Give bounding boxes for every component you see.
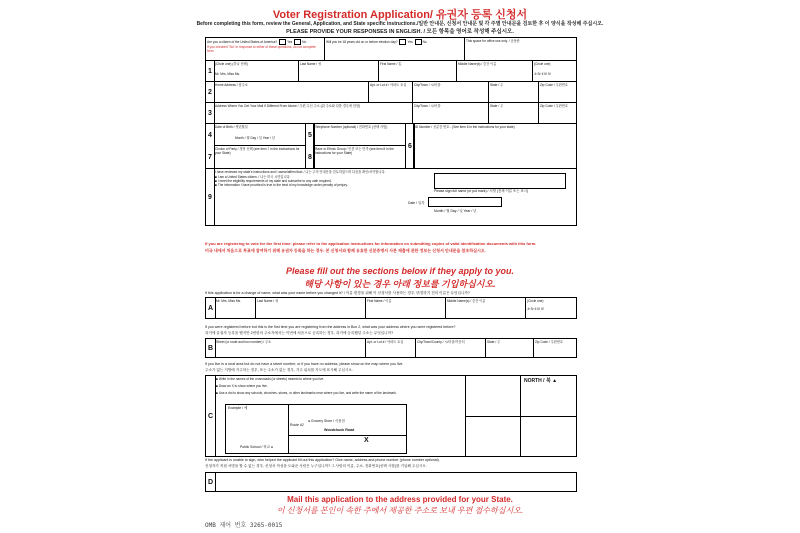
oath-text: I have reviewed my state's instructions and I swear/affirm that: / 나는 주의 안내문을 검토하였으며 다음을 확인/서약합니다. ■ I am a United States citizen. / 나는 미국 시민입니다. ■ I meet the eligibility requirements of my state and subscribe to any oath required. ■ The information I have provided is true to the best of my knowledge under penalty of perjury.	[215, 170, 386, 187]
signature-box[interactable]	[434, 173, 566, 189]
omb-number: OMB 제어 번호 3265-0015	[205, 522, 283, 529]
map-drawing-area[interactable]	[465, 376, 576, 456]
middle-name-field[interactable]: Middle Name(s) / 중간 이름	[456, 61, 532, 81]
residence-x: X	[364, 437, 369, 444]
first-name-field[interactable]: First Name / 名	[378, 61, 456, 81]
north-arrow-icon: ▲	[552, 378, 558, 384]
mail-state-field[interactable]: State / 주	[488, 103, 538, 123]
prev-suffix-select[interactable]: (Circle one) Jr Sr II III IV	[525, 298, 576, 318]
city-field[interactable]: City/Town / 시/마을	[412, 82, 488, 102]
school-landmark: Public School / 학교 ●	[240, 445, 273, 449]
example-map: Example / 예 Route #2 Woodchuck Road ● Grocery Store / 식품점 Public School / 학교 ● X	[225, 404, 407, 454]
section-b-intro-ko: 과거에 유권자 등록을 했지만 2번항의 주소지에서는 이번에 처음으로 등록하는 경우, 과거에 등록했던 주소는 무엇입니까?	[205, 331, 394, 335]
box-4-8: 4 7 Date of Birth / 생년월일 Month / 월 Day / 일 Year / 년 Choice of Party / 정당 선택 (see item 7 in the instructions for your State) 5 8 Telephone Number (optional) / 전화번호 (선택 사항) Race or Ethnic Group / 인종 또는 민족 (see item 8 in the instructions for your State) 6 ID Number / 신분증 번호 - (See item 6 in the instructions for your state)	[206, 124, 576, 169]
english-notice: PLEASE PROVIDE YOUR RESPONSES IN ENGLISH. / 모든 항목을 영어로 작성해 주십시오.	[286, 29, 514, 35]
prev-first-name-field[interactable]: First Name / 이름	[365, 298, 445, 318]
signature-area: Please sign full name (or put mark) / 서명 (전체 이름 또는 표시) Date / 일자 Month / 월 Day / 일 Year / 년	[404, 169, 576, 225]
section-d-intro: If the applicant is unable to sign, who helped the applicant fill out this application? Give name, address and phone number (phone number optional).	[205, 458, 440, 462]
map-instructions: ■ Write in the names of the crossroads (or streets) nearest to where you live. ■ Draw an X to show where you live. ■ Use a dot to show any schools, churches, stores, or other landmarks near where you live, and write the name of the landmark. Example / 예 Route #2 Woodchuck Road ● Grocery Store / 식품점 Public School / 학교 ● X	[215, 376, 465, 456]
citizen-question: Are you a citizen of the United States of America? Yes No If you checked "No" in response to either of these questions, do not complete form.	[206, 38, 324, 60]
section-b: B Street (or route and box number) / 주소 Apt. or Lot # / 아파트 호실 City/Town/County / 시/마을/카운티 State / 주 Zip Code / 우편번호	[205, 338, 577, 358]
apply-heading: Please fill out the sections below if they apply to you.	[285, 266, 515, 276]
section-d-intro-ko: 신청자가 직접 서명을 할 수 없는 경우, 신청서 작성을 도와준 사람은 누구입니까? 그 사람의 이름, 주소, 전화번호(선택 사항)를 기입해 주십시오.	[205, 464, 427, 468]
section-a: A Mr. Mrs. Miss Ms. Last Name / 성 First Name / 이름 Middle Name(s) / 중간 이름 (Circle one) Jr Sr II III IV	[205, 297, 577, 319]
age-yes-checkbox[interactable]	[399, 39, 406, 45]
map-horizontal-line	[466, 416, 576, 417]
north-label: NORTH / 북 ▲	[524, 378, 558, 384]
prev-state-field[interactable]: State / 주	[485, 339, 533, 357]
prev-middle-name-field[interactable]: Middle Name(s) / 중간 이름	[445, 298, 525, 318]
box-9-oath: 9 I have reviewed my state's instructions and I swear/affirm that: / 나는 주의 안내문을 검토하였으며 다음을 확인/서약합니다. ■ I am a United States citizen. / 나는 미국 시민입니다. ■ I meet the eligibility requirements of my state and subscribe to any oath required. ■ The information I have provided is true to the best of my knowledge under penalty of perjury. Please sign full name (or put mark) / 서명 (전체 이름 또는 표시) Date / 일자 Month / 월 Day / 일 Year / 년	[206, 169, 576, 225]
title-select[interactable]: (Circle one) (하나 선택) Mr. Mrs. Miss Ms.	[215, 62, 248, 76]
section-b-intro: If you were registered before but this is the first time you are registering from the address in Box 2, what was your address where you were registered before?	[205, 325, 456, 329]
box-1-name: 1 (Circle one) (하나 선택) Mr. Mrs. Miss Ms. Last Name / 성 First Name / 名 Middle Name(s) / 중간 이름 (Circle one) Jr Sr II III IV	[206, 61, 576, 82]
prev-apt-field[interactable]: Apt. or Lot # / 아파트 호실	[365, 339, 415, 357]
mail-instruction-ko: 이 신청서를 본인이 속한 주에서 제공한 주소로 보내 우편 접수하십시오.	[276, 506, 524, 515]
eligibility-questions	[206, 38, 576, 61]
registration-form	[205, 37, 577, 226]
state-field[interactable]: State / 주	[488, 82, 538, 102]
prev-last-name-field[interactable]: Last Name / 성	[255, 298, 365, 318]
route-road	[288, 405, 289, 453]
mail-city-field[interactable]: City/Town / 시/마을	[412, 103, 488, 123]
apply-heading-ko: 해당 사항이 있는 경우 아래 정보를 기입하십시오.	[304, 279, 496, 289]
suffix-select[interactable]: (Circle one) Jr Sr II III IV	[532, 61, 576, 81]
mail-zip-field[interactable]: Zip Code / 우편번호	[538, 103, 576, 123]
instructions-line: Before completing this form, review the General, Application, and State specific instructions./일반 안내문, 신청서 안내문 및 각 주별 안내문을 검토한 후 이 양식을 작성해 주십시오.	[196, 21, 604, 27]
dob-field[interactable]: Date of Birth / 생년월일 Month / 월 Day / 일 Year / 년	[214, 124, 305, 146]
section-c-intro: If you live in a rural area but do not have a street number, or if you have no address, please show on the map where you live.	[205, 362, 404, 366]
party-field[interactable]: Choice of Party / 정당 선택 (see item 7 in the instructions for your State)	[215, 147, 300, 155]
first-time-notice-ko: 미국 내에서 처음으로 투표에 참여하기 위해 유권자 등록을 하는 경우: 본 신청서와 함께 유효한 신분증명서 사본 제출에 관한 정보는 신청서 안내문을 참조하십시오.	[205, 248, 486, 253]
prev-city-field[interactable]: City/Town/County / 시/마을/카운티	[415, 339, 485, 357]
prev-title-select[interactable]: Mr. Mrs. Miss Ms.	[216, 299, 241, 303]
mail-instruction: Mail this application to the address provided for your State.	[287, 495, 513, 504]
prev-zip-field[interactable]: Zip Code / 우편번호	[533, 339, 576, 357]
box-2-home-address: 2 Home Address / 집주소 Apt. or Lot # / 아파트 호실 City/Town / 시/마을 State / 주 Zip Code / 우편번호	[206, 82, 576, 103]
apt-field[interactable]: Apt. or Lot # / 아파트 호실	[368, 82, 412, 102]
signature-date-field[interactable]	[428, 197, 502, 207]
helper-info-field[interactable]	[215, 473, 576, 491]
age-no-checkbox[interactable]	[415, 39, 422, 45]
mail-address-field[interactable]: Address Where You Get Your Mail If Different From Above / 우편 수신 주소 (위 주소와 다를 경우에 한함)	[215, 104, 361, 108]
box-3-mail-address: 3 Address Where You Get Your Mail If Different From Above / 우편 수신 주소 (위 주소와 다를 경우에 한함) City/Town / 시/마을 State / 주 Zip Code / 우편번호	[206, 103, 576, 124]
office-use: This space for office use only. / 공용란	[464, 38, 576, 60]
home-address-field[interactable]: Home Address / 집주소	[215, 83, 248, 87]
prev-street-field[interactable]: Street (or route and box number) / 주소	[216, 340, 272, 344]
grocery-landmark: ● Grocery Store / 식품점	[308, 419, 345, 423]
phone-field[interactable]: Telephone Number (optional) / 전화번호 (선택 사항)	[313, 124, 405, 146]
first-time-notice: If you are registering to vote for the first time: please refer to the application instructions for information on submitting copies of valid identification documents with this form.	[205, 241, 537, 246]
last-name-field[interactable]: Last Name / 성	[298, 61, 378, 81]
eligibility-warning: If you checked "No" in response to either of these questions, do not complete form.	[207, 45, 316, 53]
section-d: D	[205, 472, 577, 492]
id-number-field[interactable]: ID Number / 신분증 번호 - (See item 6 in the instructions for your state)	[413, 124, 576, 168]
zip-field[interactable]: Zip Code / 우편번호	[538, 82, 576, 102]
race-field[interactable]: Race or Ethnic Group / 인종 또는 민족 (see item 8 in the instructions for your State)	[313, 146, 405, 168]
age-question: Will you be 18 years old on or before election day? Yes No	[324, 38, 464, 60]
page-title: Voter Registration Application/ 유권자 등록 신청서	[272, 9, 528, 21]
woodchuck-road	[288, 435, 406, 436]
section-c: C ■ Write in the names of the crossroads (or streets) nearest to where you live. ■ Draw an X to show where you live. ■ Use a dot to show any schools, churches, stores, or other landmarks near where you live, and write the name of the landmark. Example / 예 Route #2 Woodchuck Road ● Grocery Store / 식품점 Public School / 학교 ● X NORTH / 북 ▲	[205, 375, 577, 457]
section-c-intro-ko: 주소가 없는 지방에 거주하는 경우, 또는 주소가 없는 경우, 거주 위치를 지도에 표시해 주십시오.	[205, 368, 353, 372]
section-a-intro: If this application is for a change of name, what was your name before you changed it? / 이름 변경을 위해 이 신청서를 사용하는 경우, 변경하기 전의 이름은 무엇입니까?	[205, 291, 470, 295]
